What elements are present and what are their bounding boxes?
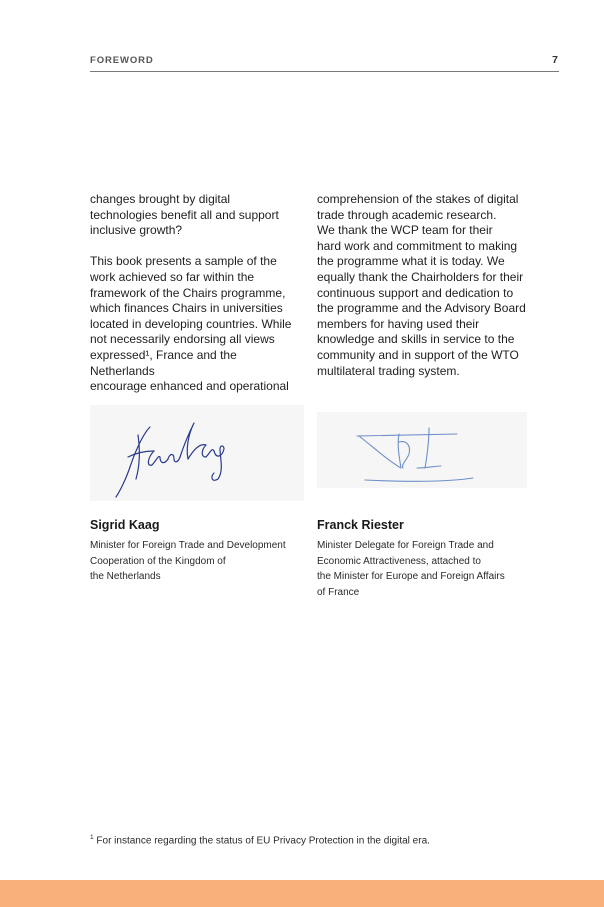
right-paragraph-1: comprehension of the stakes of digital trade through academic research. <box>317 192 519 222</box>
footnote-text: For instance regarding the status of EU Privacy Protection in the digital era. <box>96 835 430 847</box>
page-number: 7 <box>552 54 558 66</box>
footnote-marker: 1 <box>90 834 94 841</box>
left-text-column <box>90 192 304 395</box>
left-paragraph-2: This book presents a sample of the work achieved so far within the framework of the Chairs programme, which finances Chairs in universities located in developing countries. While not necessarily endorsing all views expressed¹, France and the Netherlands encourage enhanced and operational <box>90 254 292 394</box>
footer-color-band <box>0 880 604 907</box>
right-text-column <box>317 192 541 379</box>
signatory-title-kaag: Minister for Foreign Trade and Development Cooperation of the Kingdom of the Netherlands <box>90 540 286 583</box>
footnote <box>90 834 430 846</box>
signature-kaag-drawing <box>90 405 304 501</box>
signature-riester-drawing <box>317 412 527 488</box>
signatory-name-kaag: Sigrid Kaag <box>90 518 160 532</box>
signatory-title-riester: Minister Delegate for Foreign Trade and Economic Attractiveness, attached to the Minister for Europe and Foreign Affairs of France <box>317 540 505 598</box>
signature-riester <box>317 412 527 488</box>
right-paragraph-2: We thank the WCP team for their hard work and commitment to making the programme what it is today. We equally thank the Chairholders for their continuous support and dedication to the programme and the Advisory Board members for having used their knowledge and skills in service to the community and in support of the WTO multilateral trading system. <box>317 223 526 378</box>
header-divider <box>90 71 559 72</box>
signatory-name-riester: Franck Riester <box>317 518 404 532</box>
signature-kaag <box>90 405 304 501</box>
section-label: FOREWORD <box>90 55 154 66</box>
left-paragraph-1: changes brought by digital technologies benefit all and support inclusive growth? <box>90 192 279 238</box>
